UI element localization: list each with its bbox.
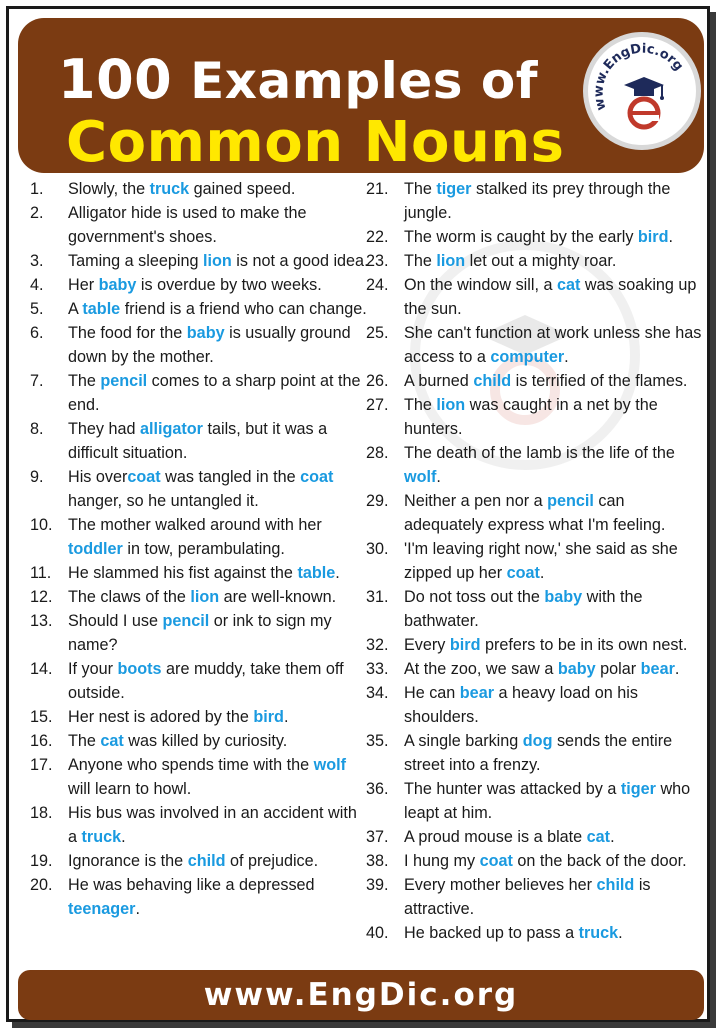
example-number: 35. <box>366 732 389 750</box>
example-item <box>30 249 370 273</box>
example-item <box>30 297 370 321</box>
examples-list-left <box>30 177 370 921</box>
example-sentence: Every mother believes her child is attractive. <box>404 876 651 918</box>
example-sentence: Neither a pen nor a pencil can adequately express what I'm feeling. <box>404 492 666 534</box>
example-number: 37. <box>366 828 389 846</box>
footer-banner <box>18 970 704 1020</box>
example-item <box>366 369 706 393</box>
common-noun-highlight: boots <box>117 660 162 678</box>
example-number: 8. <box>30 420 44 438</box>
example-item <box>366 849 706 873</box>
example-item <box>366 273 706 321</box>
common-noun-highlight: lion <box>436 252 466 270</box>
example-item <box>30 321 370 369</box>
common-noun-highlight: cat <box>100 732 124 750</box>
logo-ring-text: www.EngDic.org <box>591 41 686 112</box>
example-number: 14. <box>30 660 53 678</box>
example-sentence: On the window sill, a cat was soaking up the sun. <box>404 276 697 318</box>
example-sentence: The cat was killed by curiosity. <box>68 732 288 750</box>
example-item <box>366 921 706 945</box>
common-noun-highlight: baby <box>98 276 137 294</box>
example-sentence: He slammed his fist against the table. <box>68 564 340 582</box>
example-sentence: Anyone who spends time with the wolf will learn to howl. <box>68 756 347 798</box>
common-noun-highlight: bear <box>640 660 675 678</box>
common-noun-highlight: child <box>596 876 635 894</box>
example-sentence: The tiger stalked its prey through the jungle. <box>404 180 671 222</box>
common-noun-highlight: pencil <box>547 492 594 510</box>
example-number: 7. <box>30 372 44 390</box>
example-sentence: A burned child is terrified of the flames. <box>404 372 688 390</box>
common-noun-highlight: pencil <box>162 612 210 630</box>
example-item <box>366 249 706 273</box>
example-item <box>366 729 706 777</box>
example-sentence: If your boots are muddy, take them off outside. <box>68 660 344 702</box>
common-noun-highlight: wolf <box>404 468 437 486</box>
common-noun-highlight: truck <box>81 828 122 846</box>
common-noun-highlight: child <box>473 372 512 390</box>
common-noun-highlight: coat <box>127 468 161 486</box>
example-number: 30. <box>366 540 389 558</box>
example-number: 33. <box>366 660 389 678</box>
example-number: 6. <box>30 324 44 342</box>
common-noun-highlight: tiger <box>620 780 656 798</box>
title-line-1 <box>58 48 538 111</box>
example-item <box>366 873 706 921</box>
common-noun-highlight: lion <box>202 252 232 270</box>
example-sentence: The death of the lamb is the life of the wolf. <box>404 444 675 486</box>
example-sentence: A proud mouse is a blate cat. <box>404 828 615 846</box>
common-noun-highlight: dog <box>522 732 553 750</box>
example-sentence: She can't function at work unless she has access to a computer. <box>404 324 702 366</box>
common-noun-highlight: tiger <box>436 180 472 198</box>
example-sentence: The claws of the lion are well-known. <box>68 588 337 606</box>
common-noun-highlight: coat <box>300 468 334 486</box>
example-sentence: Slowly, the truck gained speed. <box>68 180 296 198</box>
common-noun-highlight: baby <box>544 588 583 606</box>
common-noun-highlight: cat <box>556 276 581 294</box>
example-sentence: The hunter was attacked by a tiger who leapt at him. <box>404 780 691 822</box>
footer-url: www.EngDic.org <box>203 977 519 1013</box>
example-sentence: Her nest is adored by the bird. <box>68 708 289 726</box>
example-item <box>366 489 706 537</box>
common-noun-highlight: bird <box>253 708 284 726</box>
example-number: 25. <box>366 324 389 342</box>
example-sentence: 'I'm leaving right now,' she said as she zipped up her coat. <box>404 540 678 582</box>
example-item <box>366 681 706 729</box>
common-noun-highlight: child <box>187 852 226 870</box>
example-sentence: At the zoo, we saw a baby polar bear. <box>404 660 680 678</box>
example-item <box>366 777 706 825</box>
example-item <box>30 177 370 201</box>
common-noun-highlight: coat <box>506 564 540 582</box>
title-line-1-text: Examples of <box>172 52 538 110</box>
example-item <box>30 273 370 297</box>
example-sentence: Her baby is overdue by two weeks. <box>68 276 322 294</box>
example-sentence: The worm is caught by the early bird. <box>404 228 673 246</box>
example-number: 9. <box>30 468 44 486</box>
example-number: 11. <box>30 564 52 582</box>
example-sentence: He can bear a heavy load on his shoulders. <box>404 684 638 726</box>
example-sentence: Alligator hide is used to make the government's shoes. <box>68 204 307 246</box>
example-sentence: A table friend is a friend who can change. <box>68 300 367 318</box>
example-item <box>30 873 370 921</box>
common-noun-highlight: computer <box>490 348 565 366</box>
title-number: 100 <box>58 48 173 111</box>
example-sentence: The pencil comes to a sharp point at the end. <box>68 372 361 414</box>
example-number: 36. <box>366 780 389 798</box>
common-noun-highlight: baby <box>186 324 225 342</box>
common-noun-highlight: alligator <box>140 420 203 438</box>
example-sentence: A single barking dog sends the entire street into a frenzy. <box>404 732 673 774</box>
example-number: 3. <box>30 252 44 270</box>
engdic-logo-graphic <box>588 37 696 145</box>
example-number: 23. <box>366 252 389 270</box>
example-item <box>366 393 706 441</box>
common-noun-highlight: truck <box>578 924 619 942</box>
example-number: 10. <box>30 516 53 534</box>
example-sentence: The food for the baby is usually ground down by the mother. <box>68 324 351 366</box>
common-noun-highlight: table <box>297 564 336 582</box>
common-noun-highlight: toddler <box>68 540 123 558</box>
example-number: 13. <box>30 612 53 630</box>
example-item <box>366 537 706 585</box>
common-noun-highlight: bird <box>637 228 669 246</box>
example-number: 4. <box>30 276 44 294</box>
common-noun-highlight: lion <box>436 396 466 414</box>
example-sentence: His overcoat was tangled in the coat hanger, so he untangled it. <box>68 468 334 510</box>
example-number: 20. <box>30 876 53 894</box>
example-number: 40. <box>366 924 389 942</box>
example-item <box>366 225 706 249</box>
example-number: 1. <box>30 180 44 198</box>
example-sentence: Ignorance is the child of prejudice. <box>68 852 319 870</box>
example-item <box>30 657 370 705</box>
example-number: 34. <box>366 684 389 702</box>
example-sentence: He backed up to pass a truck. <box>404 924 623 942</box>
common-noun-highlight: teenager <box>68 900 136 918</box>
title-line-2: Common Nouns <box>66 110 565 175</box>
example-item <box>30 561 370 585</box>
example-number: 15. <box>30 708 53 726</box>
example-number: 28. <box>366 444 389 462</box>
example-number: 39. <box>366 876 389 894</box>
example-sentence: The lion let out a mighty roar. <box>404 252 617 270</box>
common-noun-highlight: coat <box>479 852 513 870</box>
example-item <box>30 585 370 609</box>
example-number: 19. <box>30 852 53 870</box>
example-item <box>366 321 706 369</box>
example-item <box>366 825 706 849</box>
example-item <box>30 201 370 249</box>
example-item <box>30 705 370 729</box>
example-number: 18. <box>30 804 53 822</box>
examples-list-right <box>366 177 706 945</box>
example-sentence: The mother walked around with her toddler in tow, perambulating. <box>68 516 322 558</box>
example-number: 21. <box>366 180 389 198</box>
example-sentence: Taming a sleeping lion is not a good idea. <box>68 252 369 270</box>
example-sentence: They had alligator tails, but it was a difficult situation. <box>68 420 328 462</box>
example-item <box>366 585 706 633</box>
example-number: 5. <box>30 300 44 318</box>
example-item <box>366 657 706 681</box>
example-number: 27. <box>366 396 389 414</box>
common-noun-highlight: lion <box>190 588 220 606</box>
example-item <box>30 849 370 873</box>
example-number: 32. <box>366 636 389 654</box>
common-noun-highlight: wolf <box>313 756 347 774</box>
example-item <box>366 177 706 225</box>
example-number: 31. <box>366 588 389 606</box>
engdic-logo <box>583 32 701 150</box>
example-number: 16. <box>30 732 53 750</box>
common-noun-highlight: bird <box>449 636 481 654</box>
example-sentence: Do not toss out the baby with the bathwater. <box>404 588 643 630</box>
example-item <box>30 729 370 753</box>
example-number: 12. <box>30 588 53 606</box>
example-item <box>30 801 370 849</box>
example-sentence: I hung my coat on the back of the door. <box>404 852 687 870</box>
example-item <box>30 465 370 513</box>
common-noun-highlight: baby <box>557 660 596 678</box>
example-number: 2. <box>30 204 44 222</box>
common-noun-highlight: cat <box>586 828 611 846</box>
example-sentence: Every bird prefers to be in its own nest. <box>404 636 688 654</box>
example-item <box>366 441 706 489</box>
example-item <box>30 753 370 801</box>
example-item <box>30 513 370 561</box>
example-number: 22. <box>366 228 389 246</box>
common-noun-highlight: bear <box>459 684 494 702</box>
example-sentence: Should I use pencil or ink to sign my name? <box>68 612 332 654</box>
example-number: 24. <box>366 276 389 294</box>
example-number: 26. <box>366 372 389 390</box>
common-noun-highlight: pencil <box>100 372 148 390</box>
example-item <box>366 633 706 657</box>
example-number: 17. <box>30 756 53 774</box>
example-sentence: The lion was caught in a net by the hunters. <box>404 396 658 438</box>
example-item <box>30 417 370 465</box>
example-sentence: He was behaving like a depressed teenager. <box>68 876 315 918</box>
common-noun-highlight: table <box>82 300 121 318</box>
example-item <box>30 609 370 657</box>
example-sentence: His bus was involved in an accident with a truck. <box>68 804 357 846</box>
example-item <box>30 369 370 417</box>
example-number: 38. <box>366 852 389 870</box>
common-noun-highlight: truck <box>149 180 190 198</box>
example-number: 29. <box>366 492 389 510</box>
